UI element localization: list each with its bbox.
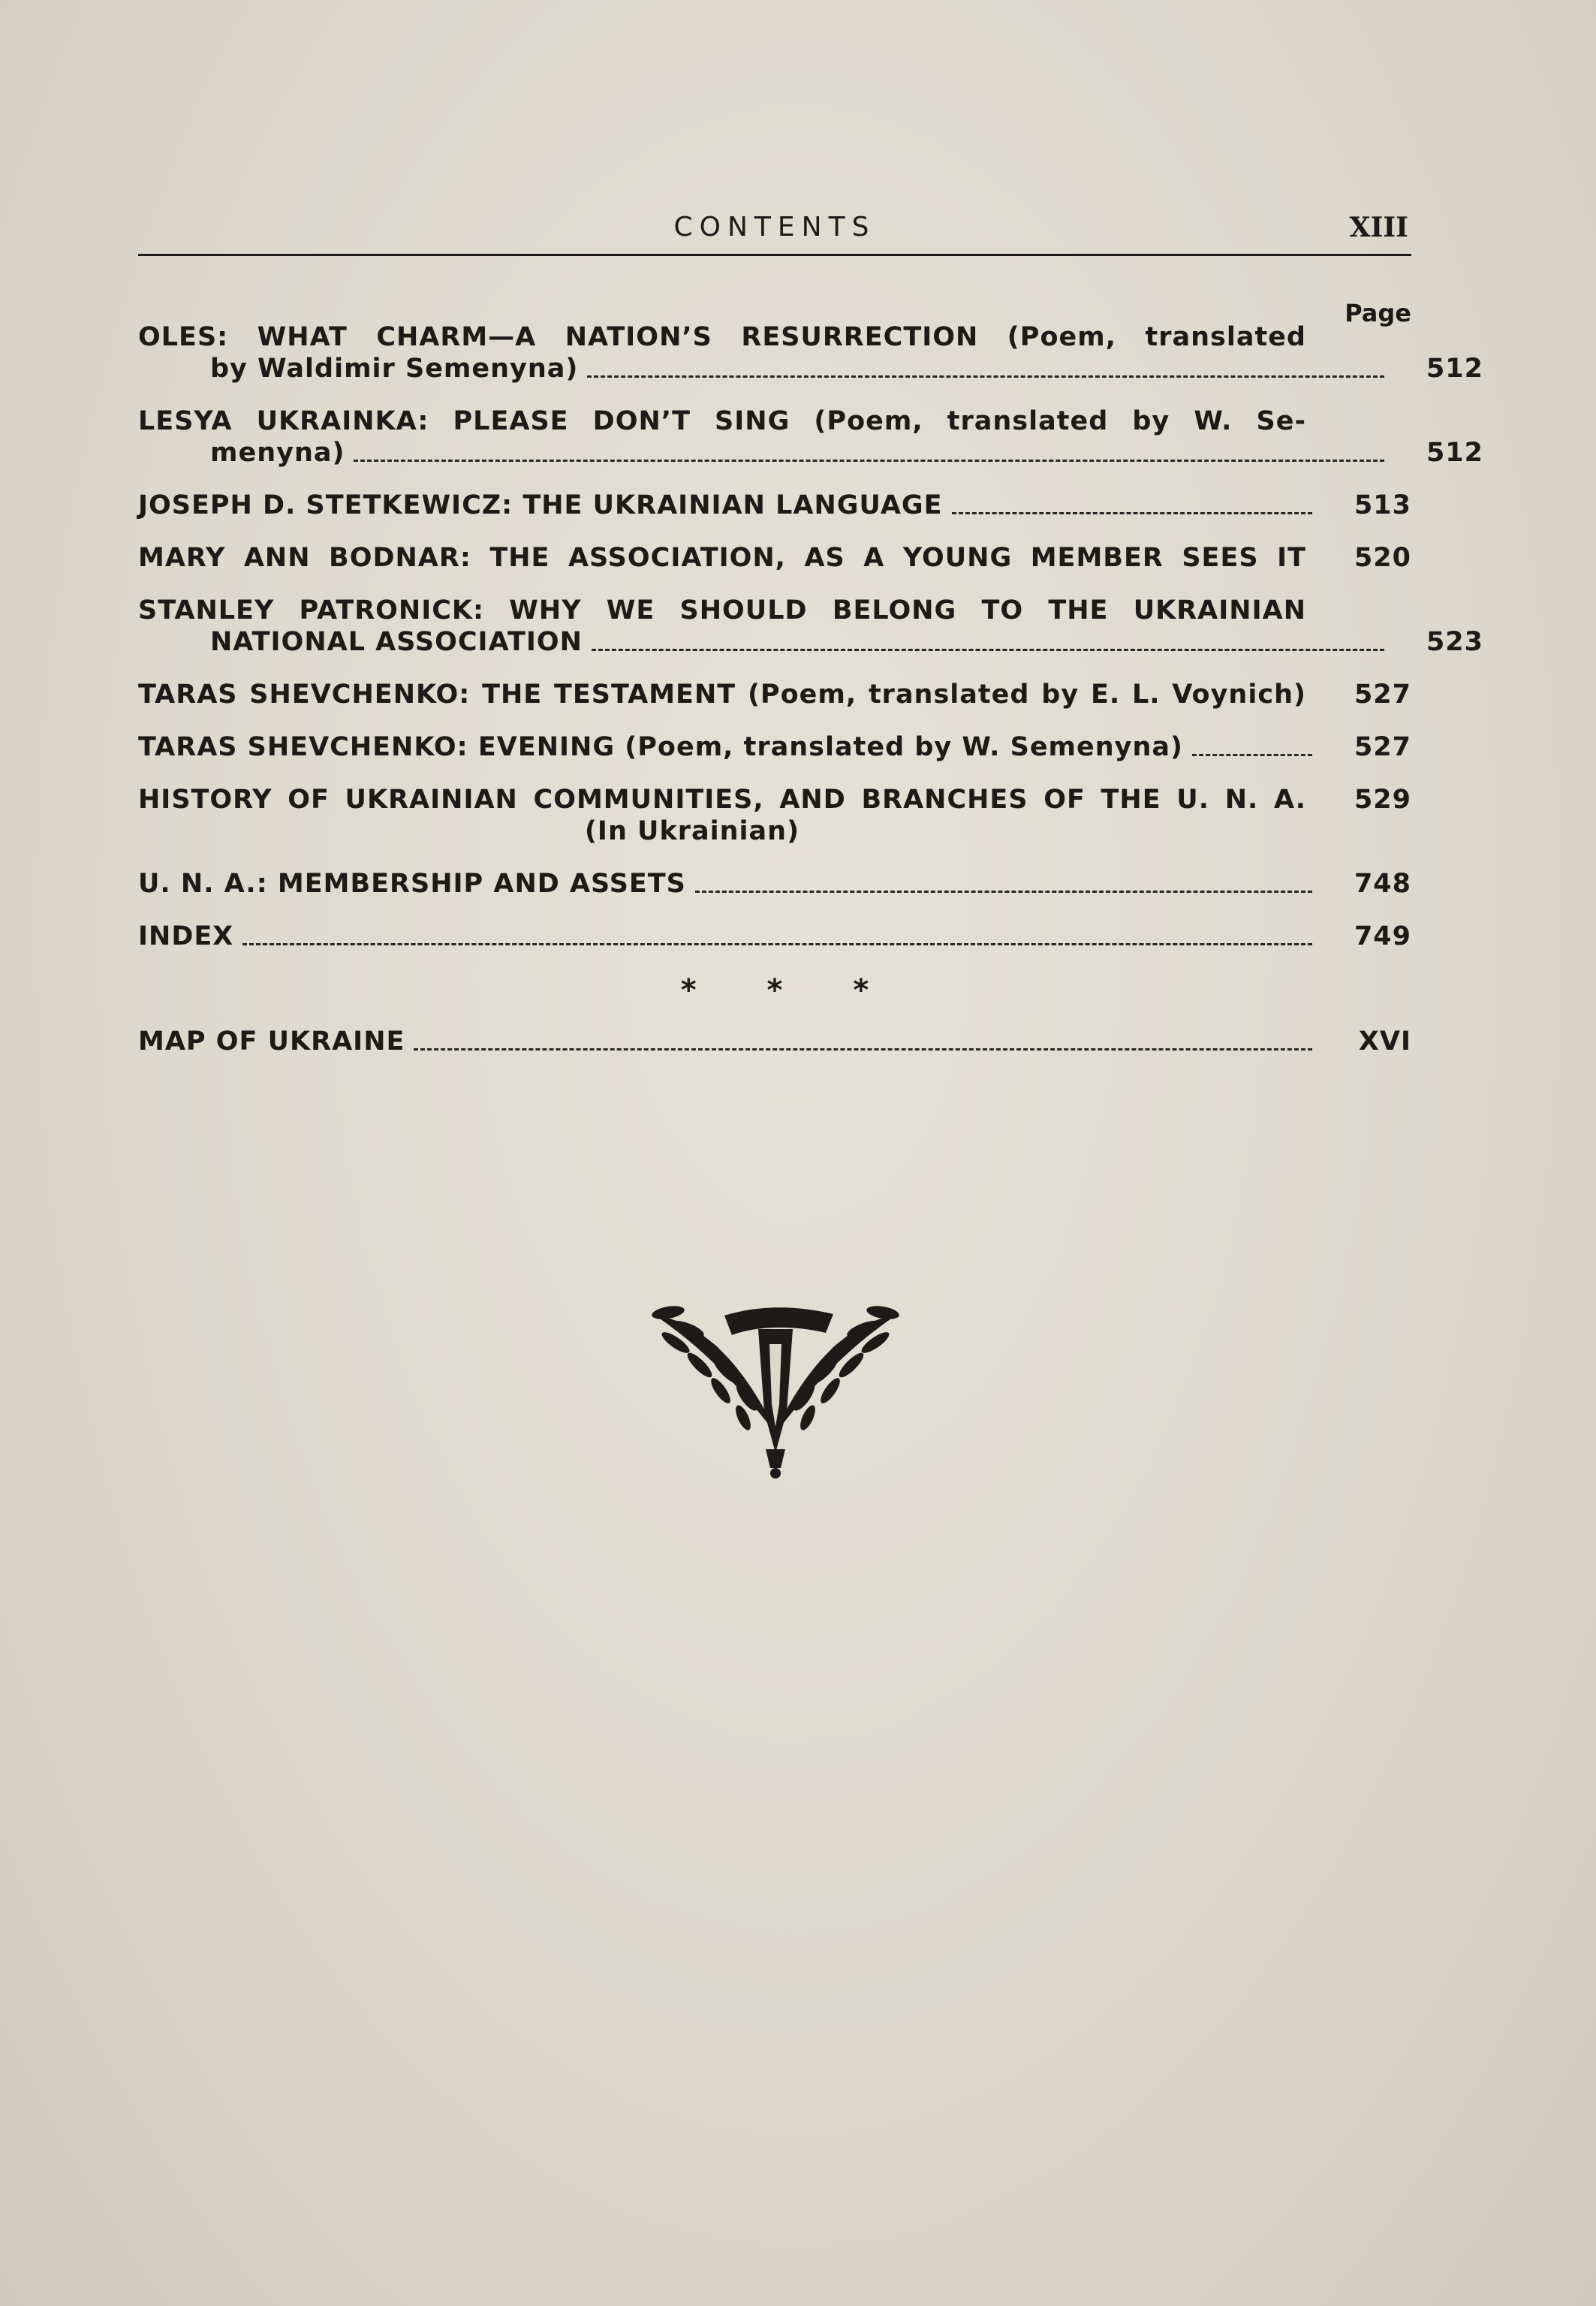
leader-dots: [414, 1048, 1312, 1051]
toc-entry-title: TARAS SHEVCHENKO: EVENING (Poem, translated by W. Semenyna): [138, 732, 1184, 762]
leader-dots: [952, 512, 1312, 514]
toc-entry-title-cont: menyna): [210, 438, 345, 468]
toc-entry-title-cont: NATIONAL ASSOCIATION: [210, 627, 583, 657]
toc-entry-title: JOSEPH D. STETKEWICZ: THE UKRAINIAN LANGUAGE: [138, 490, 943, 520]
leader-dots: [242, 943, 1312, 945]
toc-entry-page: 749: [1354, 921, 1411, 951]
toc-entry-page: XVI: [1358, 1026, 1411, 1057]
toc-entry-map: [138, 1026, 1411, 1057]
toc-entry-page: 523: [1426, 627, 1483, 657]
toc-entry-subtitle: (In Ukrainian): [584, 816, 800, 846]
leader-dots: [354, 460, 1384, 462]
toc-entry-lesya: [138, 405, 1483, 469]
page-column-label: Page: [1345, 299, 1411, 327]
toc-entry-page: 527: [1354, 732, 1411, 762]
toc-entry-page: 513: [1354, 490, 1411, 520]
toc-entry-title: MARY ANN BODNAR: THE ASSOCIATION, AS A YOUNG MEMBER SEES IT: [138, 543, 1306, 573]
page-header: [138, 209, 1411, 256]
toc-entry-page: 529: [1354, 785, 1411, 815]
toc-entry-stetkewicz: [138, 490, 1411, 521]
toc-entry-evening: [138, 731, 1411, 763]
toc-entry-title: LESYA UKRAINKA: PLEASE DON’T SING (Poem, translated by W. Se-: [138, 406, 1306, 436]
toc-entry-oles: [138, 321, 1483, 384]
toc-entry-title: INDEX: [138, 921, 234, 951]
trident-laurel-ornament-icon: [646, 1299, 905, 1479]
toc-entry-title: STANLEY PATRONICK: WHY WE SHOULD BELONG TO THE UKRAINIAN: [138, 595, 1306, 625]
toc-entry-title-cont: by Waldimir Semenyna): [210, 354, 579, 384]
table-of-contents: [138, 321, 1483, 1078]
header-title: CONTENTS: [673, 212, 876, 243]
section-separator: * * *: [680, 973, 899, 1008]
toc-entry-history: [138, 784, 1411, 847]
header-page-number: XIII: [1349, 212, 1408, 243]
toc-entry-title: OLES: WHAT CHARM—A NATION’S RESURRECTION (Poem, translated: [138, 322, 1306, 352]
toc-entry-index: [138, 921, 1411, 952]
toc-entry-page: 520: [1354, 543, 1411, 573]
toc-entry-page: 512: [1426, 438, 1483, 468]
leader-dots: [587, 375, 1384, 378]
toc-entry-patronick: [138, 595, 1483, 658]
toc-entry-bodnar: [138, 542, 1411, 574]
toc-entry-title: HISTORY OF UKRAINIAN COMMUNITIES, AND BRANCHES OF THE U. N. A.: [138, 785, 1306, 815]
toc-entry-title: U. N. A.: MEMBERSHIP AND ASSETS: [138, 869, 686, 899]
toc-entry-page: 527: [1354, 680, 1411, 710]
leader-dots: [1192, 754, 1312, 756]
toc-entry-title: MAP OF UKRAINE: [138, 1026, 405, 1057]
toc-entry-membership: [138, 868, 1411, 900]
leader-dots: [695, 891, 1312, 893]
toc-entry-page: 512: [1426, 354, 1483, 384]
toc-entry-testament: [138, 679, 1411, 710]
toc-entry-page: 748: [1354, 869, 1411, 899]
toc-entry-title: TARAS SHEVCHENKO: THE TESTAMENT (Poem, translated by E. L. Voynich): [138, 680, 1306, 710]
leader-dots: [592, 649, 1384, 651]
